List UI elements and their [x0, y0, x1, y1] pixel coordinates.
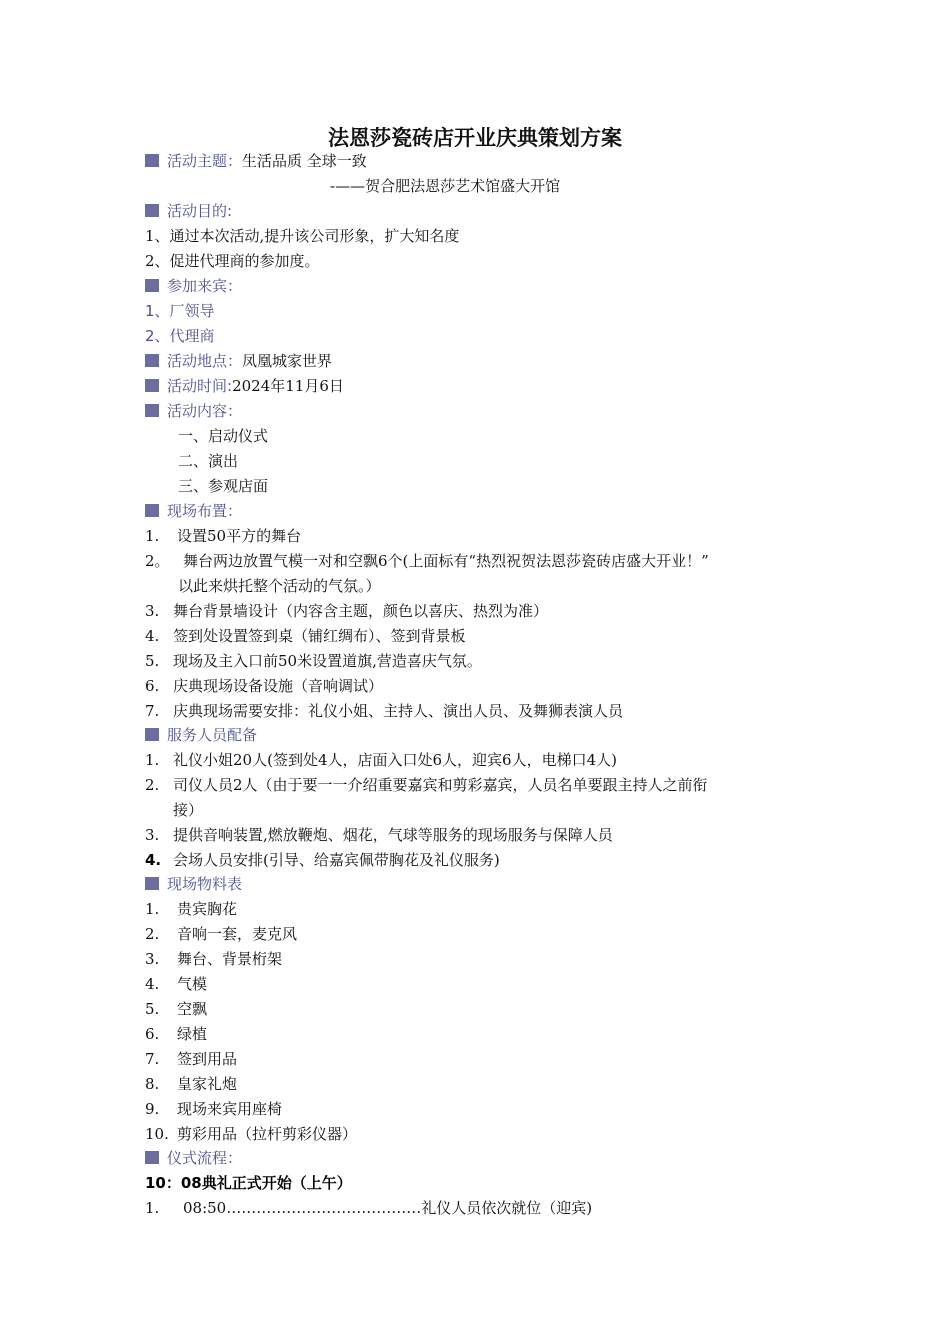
layout-item: 3. 舞台背景墙设计（内容含主题，颜色以喜庆、热烈为准）: [145, 602, 549, 620]
bullet-square-icon: [145, 154, 159, 167]
staff-item: 3. 提供音响装置,燃放鞭炮、烟花，气球等服务的现场服务与保障人员: [145, 826, 613, 844]
bullet-square-icon: [145, 877, 159, 890]
bullet-square-icon: [145, 404, 159, 417]
location-value: 凤凰城家世界: [242, 352, 333, 370]
location-label: 活动地点: [167, 352, 228, 370]
staff-item-continued: 接）: [173, 801, 204, 819]
layout-item-continued: 以此来烘托整个活动的气氛。）: [178, 577, 381, 595]
theme-label: 活动主题: [167, 152, 228, 170]
staff-item: 4. 会场人员安排(引导、给嘉宾佩带胸花及礼仪服务): [145, 851, 500, 869]
purpose-heading: 活动目的:: [145, 200, 232, 222]
staff-item: 1. 礼仪小姐20人(签到处4人，店面入口处6人，迎宾6人，电梯口4人): [145, 751, 617, 769]
document-title: 法恩莎瓷砖店开业庆典策划方案: [328, 126, 622, 150]
layout-item: 6. 庆典现场设备设施（音响调试）: [145, 677, 384, 695]
content-label: 活动内容: [167, 402, 228, 420]
materials-label: 现场物料表: [167, 875, 243, 893]
layout-item: 5. 现场及主入口前50米设置道旗,营造喜庆气氛。: [145, 652, 482, 670]
ceremony-step: 1. 08:50…………………………………礼仪人员依次就位（迎宾): [145, 1199, 593, 1217]
ceremony-heading: 仪式流程：: [145, 1147, 242, 1169]
material-item: 8. 皇家礼炮: [145, 1075, 238, 1093]
bullet-square-icon: [145, 279, 159, 292]
materials-heading: [145, 873, 242, 895]
material-item: 5. 空飘: [145, 1000, 208, 1018]
staff-item: 2. 司仪人员2人（由于要一一介绍重要嘉宾和剪彩嘉宾，人员名单要跟主持人之前衔: [145, 776, 708, 794]
material-item: 7. 签到用品: [145, 1050, 238, 1068]
guests-heading: 参加来宾：: [145, 275, 242, 297]
theme-value: 生活品质 全球一致: [242, 152, 367, 170]
content-item: 三、参观店面: [178, 477, 269, 495]
staff-label: 服务人员配备: [167, 726, 258, 744]
purpose-item: 1、通过本次活动,提升该公司形象，扩大知名度: [145, 227, 460, 245]
theme-subtitle: -——贺合肥法恩莎艺术馆盛大开馆: [330, 177, 561, 195]
content-item: 二、演出: [178, 452, 239, 470]
theme-line: 活动主题：生活品质 全球一致: [145, 150, 367, 172]
layout-item: 4. 签到处设置签到桌（铺红绸布）、签到背景板: [145, 627, 466, 645]
layout-label: 现场布置: [167, 502, 228, 520]
ceremony-start: 10：08典礼正式开始（上午）: [145, 1174, 352, 1192]
material-item: 2. 音响一套，麦克风: [145, 925, 298, 943]
guests-item: 2、代理商: [145, 327, 215, 345]
guests-item: 1、厂领导: [145, 302, 215, 320]
bullet-square-icon: [145, 379, 159, 392]
material-item: 9. 现场来宾用座椅: [145, 1100, 283, 1118]
layout-heading: 现场布置：: [145, 500, 242, 522]
layout-item: 2。 舞台两边放置气模一对和空飘6个(上面标有“热烈祝贺法恩莎瓷砖店盛大开业！”: [145, 552, 709, 570]
layout-item: 1. 设置50平方的舞台: [145, 527, 302, 545]
guests-label: 参加来宾: [167, 277, 228, 295]
purpose-label: 活动目的: [167, 202, 228, 220]
bullet-square-icon: [145, 354, 159, 367]
ceremony-label: 仪式流程: [167, 1149, 228, 1167]
staff-heading: [145, 724, 257, 746]
bullet-square-icon: [145, 504, 159, 517]
time-line: 活动时间:2024年11月6日: [145, 375, 344, 397]
material-item: 10. 剪彩用品（拉杆剪彩仪器）: [145, 1125, 358, 1143]
purpose-item: 2、促进代理商的参加度。: [145, 252, 320, 270]
material-item: 6. 绿植: [145, 1025, 208, 1043]
bullet-square-icon: [145, 728, 159, 741]
content-item: 一、启动仪式: [178, 427, 269, 445]
bullet-square-icon: [145, 204, 159, 217]
material-item: 3. 舞台、背景桁架: [145, 950, 283, 968]
location-line: 活动地点：凤凰城家世界: [145, 350, 332, 372]
material-item: 1. 贵宾胸花: [145, 900, 238, 918]
time-label: 活动时间: [167, 377, 228, 395]
bullet-square-icon: [145, 1151, 159, 1164]
time-value: 2024年11月6日: [232, 377, 344, 395]
material-item: 4. 气模: [145, 975, 208, 993]
content-heading: 活动内容：: [145, 400, 242, 422]
layout-item: 7. 庆典现场需要安排：礼仪小姐、主持人、演出人员、及舞狮表演人员: [145, 702, 624, 720]
